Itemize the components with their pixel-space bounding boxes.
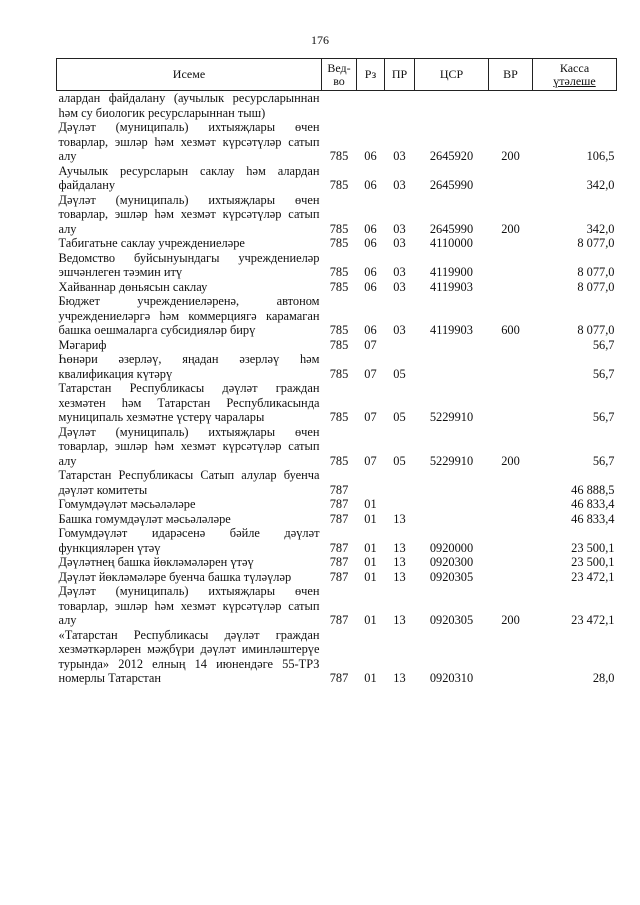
row-vedom: 787 [329, 569, 349, 584]
header-vr: ВР [489, 59, 533, 91]
table-row [57, 280, 617, 295]
row-pr: 13 [393, 671, 406, 685]
row-csr: 0920000 [429, 540, 474, 555]
row-vr [489, 628, 533, 686]
row-vr [489, 497, 533, 512]
row-name: Табигатьне саклау учреждениеләре [58, 236, 245, 250]
row-vedom: 787 [329, 482, 349, 497]
row-amount: 46 833,4 [571, 497, 615, 511]
table-row [57, 294, 617, 338]
row-rz: 06 [364, 265, 377, 279]
table-row [57, 120, 617, 164]
row-amount: 28,0 [592, 671, 615, 685]
row-name: Ведомство буйсынуындагы учреждениеләр эшчәнлеген тәэмин итү [58, 250, 320, 279]
header-csr: ЦСР [415, 59, 489, 91]
row-csr: 2645990 [429, 221, 474, 236]
row-csr [415, 352, 489, 381]
row-csr: 4110000 [430, 236, 473, 250]
row-pr [385, 91, 415, 121]
row-csr: 0920305 [429, 569, 474, 584]
row-rz: 01 [364, 497, 377, 511]
header-name: Исеме [57, 59, 322, 91]
row-pr: 13 [393, 511, 406, 526]
row-pr: 13 [393, 613, 406, 627]
row-pr: 03 [393, 265, 406, 279]
row-rz: 07 [364, 453, 377, 468]
row-pr: 03 [393, 323, 406, 337]
row-vedom: 785 [329, 279, 349, 294]
row-csr: 4119900 [430, 265, 473, 279]
row-rz: 01 [364, 555, 377, 569]
table-row [57, 628, 617, 686]
header-rz: Рз [357, 59, 385, 91]
row-vedom: 785 [329, 323, 349, 337]
header-vedom: Вед- во [322, 59, 357, 91]
row-name: Татарстан Республикасы Сатып алулар буенча дәүләт комитеты [58, 468, 320, 497]
row-vr [489, 280, 533, 295]
row-vr: 200 [501, 613, 520, 627]
row-rz: 06 [364, 149, 377, 163]
row-vr [489, 526, 533, 555]
row-pr: 03 [393, 279, 406, 294]
row-vedom: 787 [329, 613, 349, 627]
table-row [57, 468, 617, 497]
row-vr [489, 570, 533, 585]
row-csr [415, 512, 489, 527]
row-pr [385, 338, 415, 353]
row-vedom: 787 [329, 671, 349, 685]
row-vr [489, 236, 533, 251]
row-rz: 06 [364, 236, 377, 250]
row-pr: 13 [393, 555, 406, 569]
row-vr: 600 [501, 323, 520, 337]
table-row [57, 381, 617, 425]
row-pr [385, 468, 415, 497]
row-csr: 2645920 [429, 149, 474, 163]
row-amount: 8 077,0 [577, 279, 615, 294]
row-pr: 03 [393, 221, 406, 236]
table-row [57, 555, 617, 570]
row-vr: 200 [501, 453, 520, 468]
row-csr [415, 338, 489, 353]
row-csr [415, 91, 489, 121]
row-vedom: 787 [329, 540, 349, 555]
table-row [57, 338, 617, 353]
row-pr: 05 [393, 453, 406, 468]
row-rz: 01 [364, 540, 377, 555]
row-amount: 46 833,4 [571, 511, 615, 526]
row-name: Башка гомумдәүләт мәсьәләләре [58, 511, 231, 526]
row-vedom: 785 [329, 410, 349, 424]
row-name: Гомумдәүләт мәсьәләләре [58, 497, 196, 511]
row-rz: 01 [364, 613, 377, 627]
row-vr [489, 352, 533, 381]
row-vedom: 785 [329, 149, 349, 163]
row-name: Дәүләт (муниципаль) ихтыяҗлары өчен товарлар, эшләр һәм хезмәт күрсәтүләр сатып алу [58, 584, 320, 627]
row-amount: 56,7 [592, 337, 615, 352]
row-pr [385, 497, 415, 512]
row-name: Дәүләт (муниципаль) ихтыяҗлары өчен товарлар, эшләр һәм хезмәт күрсәтүләр сатып алу [58, 192, 320, 236]
table-row [57, 236, 617, 251]
row-csr: 0920300 [429, 555, 474, 569]
table-row [57, 512, 617, 527]
row-name: Аучылык ресурсларын саклау һәм алардан файдалану [58, 163, 320, 192]
row-name: Дәүләтнең башка йөкләмәләрен үтәү [58, 555, 254, 569]
row-vedom: 785 [329, 236, 349, 250]
row-pr: 03 [393, 149, 406, 163]
row-name: Бюджет учреждениеләренә, автоном учреждениеләргә һәм коммерциягә карамаган башка оешмаларга субсидияләр бирү [58, 294, 320, 337]
row-rz: 07 [364, 337, 377, 352]
row-name: «Татарстан Республикасы дәүләт граждан хезмәткәрләрен мәҗбүри дәүләт иминләштерүе турында» 2012 елның 14 июнендәге 55-ТРЗ номерлы Татарстан [58, 627, 320, 685]
row-name: Гомумдәүләт идарәсенә бәйле дәүләт функцияләрен үтәү [58, 526, 320, 555]
header-pr: ПР [385, 59, 415, 91]
row-vr [489, 338, 533, 353]
row-vr [489, 512, 533, 527]
row-vr [489, 381, 533, 425]
row-vr [489, 468, 533, 497]
table-row [57, 251, 617, 280]
row-pr: 03 [393, 178, 406, 192]
row-vr: 200 [501, 149, 520, 163]
row-csr: 4119903 [430, 323, 473, 337]
row-csr: 5229910 [429, 410, 474, 424]
table-row [57, 164, 617, 193]
row-vedom: 787 [329, 497, 349, 511]
row-pr: 13 [393, 540, 406, 555]
row-name: Татарстан Республикасы дәүләт граждан хезмәтен һәм Татарстан Республикасында муниципаль хезмәтне үстерү чаралары [58, 381, 320, 424]
row-csr: 2645990 [429, 178, 474, 192]
row-rz: 06 [364, 178, 377, 192]
table-row [57, 584, 617, 628]
header-kassa: Касса үтәлеше [533, 59, 617, 91]
row-vedom: 785 [329, 453, 349, 468]
row-rz: 06 [364, 279, 377, 294]
row-vedom: 785 [329, 366, 349, 381]
row-vr: 200 [501, 221, 520, 236]
row-name: Хайваннар дөньясын саклау [58, 279, 208, 294]
table-row [57, 91, 617, 121]
row-amount: 342,0 [586, 221, 615, 236]
table-row [57, 193, 617, 237]
row-name: Мәгариф [58, 337, 107, 352]
row-amount: 342,0 [586, 178, 615, 192]
row-amount: 23 500,1 [571, 540, 615, 555]
row-pr: 13 [393, 569, 406, 584]
row-vedom: 785 [329, 337, 349, 352]
row-pr: 03 [393, 236, 406, 250]
row-amount [533, 91, 617, 121]
row-pr: 05 [393, 410, 406, 424]
row-rz: 01 [364, 511, 377, 526]
table-row [57, 570, 617, 585]
row-amount: 8 077,0 [577, 236, 615, 250]
row-amount: 23 472,1 [571, 613, 615, 627]
table-header [57, 59, 617, 91]
row-vr [489, 91, 533, 121]
row-vedom: 785 [329, 178, 349, 192]
row-rz: 07 [364, 410, 377, 424]
table-row [57, 352, 617, 381]
row-name: Һөнәри әзерләү, яңадан әзерләү һәм квалификация күтәрү [58, 352, 320, 381]
page-number: 176 [311, 33, 329, 47]
row-vedom [322, 91, 357, 121]
row-csr: 0920310 [429, 671, 474, 685]
row-csr [415, 468, 489, 497]
row-rz: 01 [364, 671, 377, 685]
row-amount: 23 500,1 [571, 555, 615, 569]
row-vedom: 785 [329, 265, 349, 279]
row-name: Дәүләт (муниципаль) ихтыяҗлары өчен товарлар, эшләр һәм хезмәт күрсәтүләр сатып алу [58, 120, 320, 163]
row-rz: 01 [364, 569, 377, 584]
row-rz: 06 [364, 323, 377, 337]
row-amount: 56,7 [592, 366, 615, 381]
row-name: алардан файдалану (аучылык ресурсларыннан һәм су биологик ресурсларыннан тыш) [58, 91, 320, 120]
row-vedom: 787 [329, 511, 349, 526]
budget-table [56, 58, 617, 686]
table-body [57, 91, 617, 686]
table-row [57, 497, 617, 512]
row-amount: 23 472,1 [571, 569, 615, 584]
row-vedom: 787 [329, 555, 349, 569]
row-rz: 06 [364, 221, 377, 236]
row-csr: 0920305 [429, 613, 474, 627]
row-rz: 07 [364, 366, 377, 381]
row-rz [357, 91, 385, 121]
row-vr [489, 251, 533, 280]
row-csr: 5229910 [429, 453, 474, 468]
table-row [57, 425, 617, 469]
row-amount: 46 888,5 [571, 482, 615, 497]
row-vr [489, 555, 533, 570]
table-row [57, 526, 617, 555]
row-name: Дәүләт (муниципаль) ихтыяҗлары өчен товарлар, эшләр һәм хезмәт күрсәтүләр сатып алу [58, 424, 320, 468]
row-vedom: 785 [329, 221, 349, 236]
row-pr: 05 [393, 366, 406, 381]
row-amount: 56,7 [592, 410, 615, 424]
row-csr: 4119903 [430, 279, 473, 294]
row-amount: 106,5 [586, 149, 615, 163]
row-amount: 56,7 [592, 453, 615, 468]
row-vr [489, 164, 533, 193]
row-amount: 8 077,0 [577, 265, 615, 279]
row-amount: 8 077,0 [577, 323, 615, 337]
row-name: Дәүләт йөкләмәләре буенча башка түләүләр [58, 569, 292, 584]
row-rz [357, 468, 385, 497]
row-csr [415, 497, 489, 512]
